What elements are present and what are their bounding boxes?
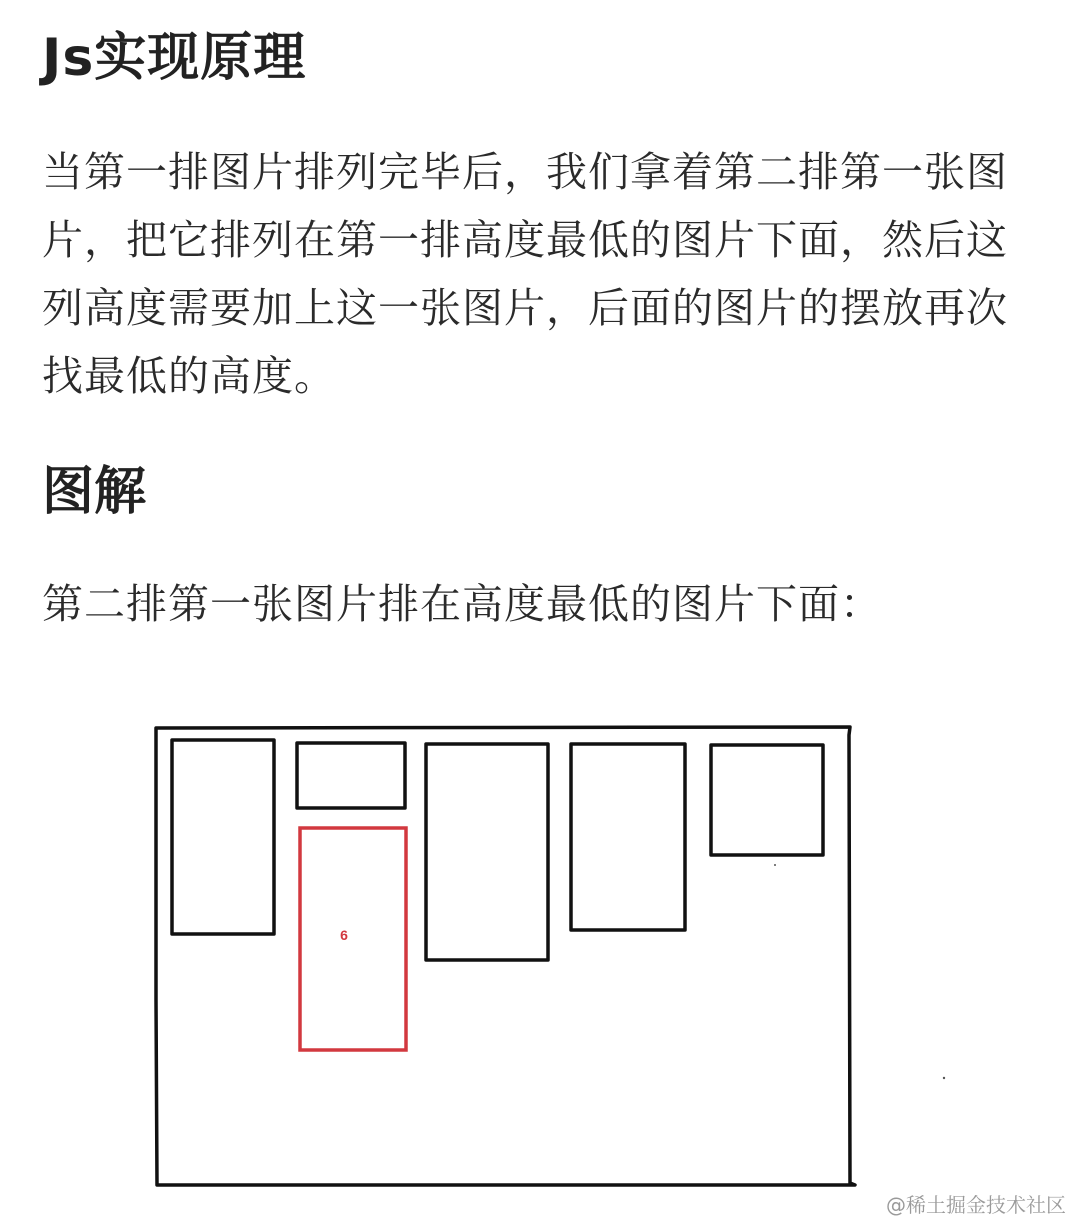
image-box-4 bbox=[571, 744, 685, 930]
image-box-1 bbox=[172, 740, 274, 934]
article-heading: Js实现原理 bbox=[42, 28, 307, 88]
image-box-5 bbox=[711, 745, 823, 855]
highlighted-image-box bbox=[300, 828, 406, 1050]
highlighted-image-label: 6 bbox=[340, 927, 348, 943]
paragraph-line: 当第一排图片排列完毕后，我们拿着第二排第一张图 bbox=[42, 148, 1008, 196]
stray-dot bbox=[943, 1077, 945, 1079]
figure-caption: 第二排第一张图片排在高度最低的图片下面： bbox=[42, 580, 882, 628]
column-images bbox=[172, 740, 823, 960]
paragraph-line: 找最低的高度。 bbox=[42, 352, 336, 400]
container-frame bbox=[156, 727, 855, 1185]
paragraph-line: 片，把它排列在第一排高度最低的图片下面，然后这 bbox=[42, 216, 1008, 264]
watermark: @稀土掘金技术社区 bbox=[886, 1193, 1066, 1217]
paragraph-line: 列高度需要加上这一张图片，后面的图片的摆放再次 bbox=[42, 284, 1008, 332]
section-heading: 图解 bbox=[42, 462, 147, 522]
stray-dot bbox=[774, 864, 776, 866]
image-box-2 bbox=[297, 743, 405, 808]
image-box-3 bbox=[426, 744, 548, 960]
